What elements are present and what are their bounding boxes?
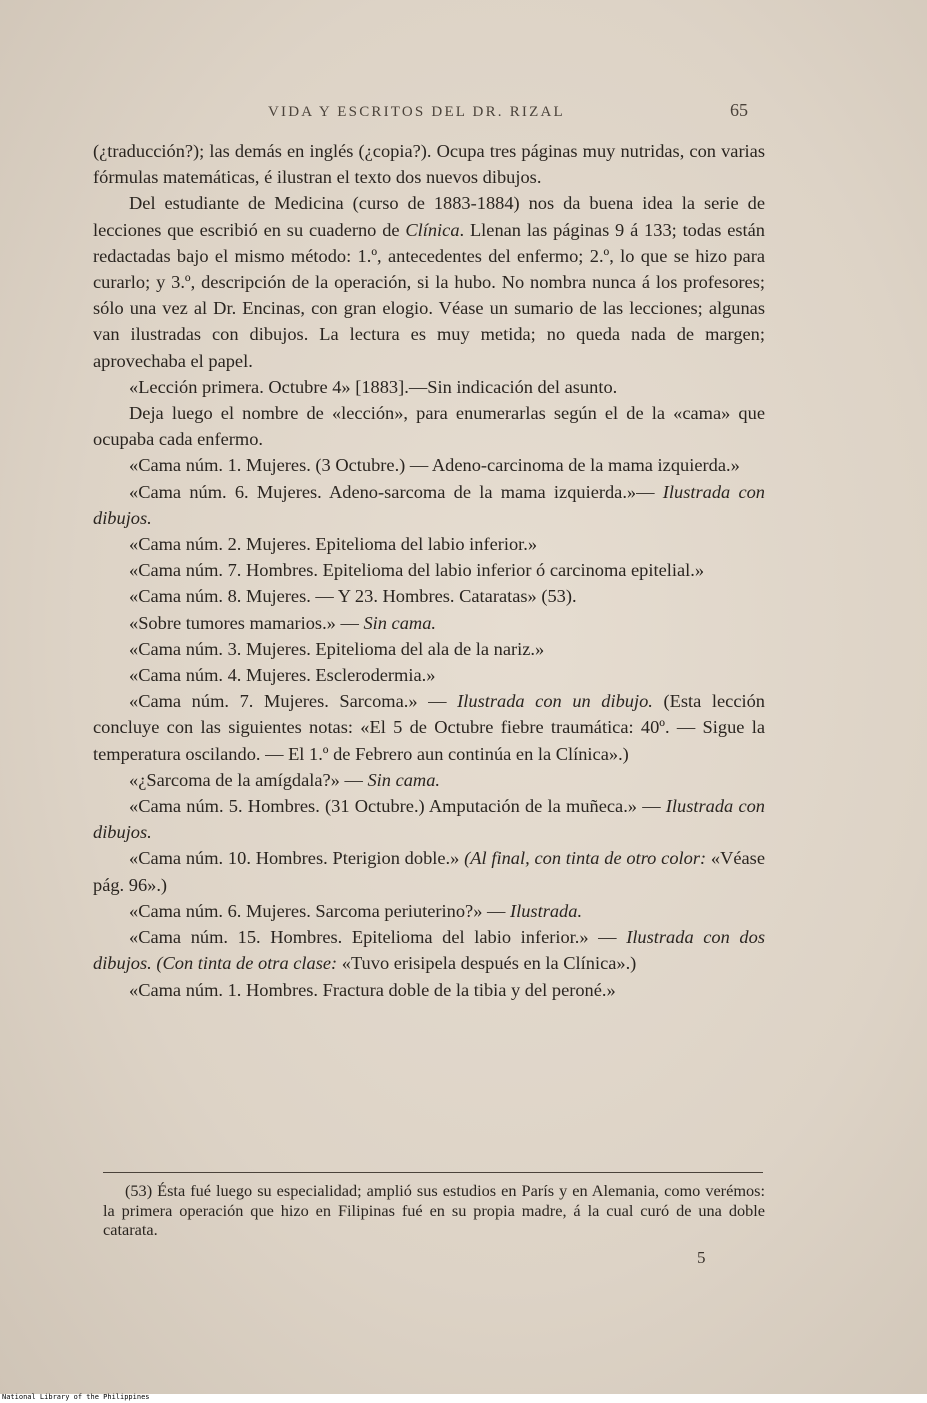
text-run: «Tuvo erisipela después en la Clínica».) [337, 953, 637, 974]
italic-text: (Al final, con tinta de otro color: [464, 848, 707, 869]
text-run: (¿traducción?); las demás en inglés (¿copia?). Ocupa tres páginas muy nutridas, con varias fórmulas matemáticas, é ilustran el texto dos nuevos dibujos. [93, 141, 765, 188]
paragraph [93, 557, 765, 583]
text-run: «Cama núm. 6. Mujeres. Sarcoma periuterino?» — [129, 900, 510, 921]
paragraph [93, 452, 765, 478]
paragraph [93, 531, 765, 557]
text-run: «Cama núm. 7. Hombres. Epitelioma del labio inferior ó carcinoma epitelial.» [129, 560, 705, 581]
paragraph [93, 688, 765, 767]
signature-mark: 5 [697, 1248, 706, 1267]
text-run: «Sobre tumores mamarios.» — [129, 612, 364, 633]
text-run: «Cama núm. 7. Mujeres. Sarcoma.» — [129, 691, 458, 712]
text-run: (Esta lección concluye con las siguientes notas: «El 5 de Octubre fiebre traumática: 40º. — Sigue la temperatura oscilando. — El 1.º de Febrero aun continúa en la Clínica».) [93, 691, 765, 764]
text-run: «¿Sarcoma de la amígdala?» — [129, 769, 368, 790]
text-run: «Cama núm. 5. Hombres. (31 Octubre.) Amputación de la muñeca.» — [129, 796, 666, 817]
paragraph [93, 767, 765, 793]
paragraph [93, 374, 765, 400]
text-run: «Cama núm. 6. Mujeres. Adeno-sarcoma de la mama izquierda.»— [129, 481, 663, 502]
text-run: «Cama núm. 10. Hombres. Pterigion doble.» [129, 848, 465, 869]
paragraph [93, 898, 765, 924]
italic-text: Ilustrada. [510, 900, 583, 921]
paragraph [93, 583, 765, 609]
paragraph [93, 400, 765, 452]
paragraph [93, 636, 765, 662]
library-credit-strip [0, 1394, 927, 1403]
italic-text: Ilustrada con dibujos. [93, 481, 765, 528]
text-run: Del estudiante de Medicina (curso de 1883-1884) nos da buena idea la serie de lecciones que escribió en su cuaderno de [93, 193, 765, 240]
italic-text: Sin cama. [367, 769, 440, 790]
italic-text: Ilustrada con dos dibujos. (Con tinta de otra clase: [93, 927, 765, 974]
paragraph [93, 138, 765, 190]
text-run: Deja luego el nombre de «lección», para enumerarlas según el de la «cama» que ocupaba cada enfermo. [93, 403, 765, 450]
text-run: «Cama núm. 2. Mujeres. Epitelioma del labio inferior.» [129, 534, 538, 555]
paragraph [93, 924, 765, 976]
italic-text: Ilustrada con dibujos. [93, 796, 765, 843]
paragraph [93, 793, 765, 845]
body-text [93, 138, 765, 1003]
paragraph [93, 977, 765, 1003]
page-number: 65 [730, 100, 748, 120]
italic-text: Ilustrada con un dibujo. [457, 691, 653, 712]
page-header [0, 100, 927, 130]
text-run: . Llenan las páginas 9 á 133; todas están redactadas bajo el mismo método: 1.º, antecedentes del enfermo; 2.º, lo que se hizo para curarlo; y 3.º, descripción de la operación, si la hubo. No nombra nunca á los profesores; sólo una vez al Dr. Encinas, con gran elogio. Véase un sumario de las lecciones; algunas van ilustradas con dibujos. La lectura es muy metida; no queda nada de margen; aprovechaba el papel. [93, 219, 765, 371]
text-run: «Cama núm. 3. Mujeres. Epitelioma del ala de la nariz.» [129, 638, 545, 659]
paragraph [93, 662, 765, 688]
italic-text: Clínica [405, 219, 460, 240]
text-run: «Cama núm. 1. Mujeres. (3 Octubre.) — Adeno-carcinoma de la mama izquierda.» [129, 455, 740, 476]
text-run: «Lección primera. Octubre 4» [1883].—Sin indicación del asunto. [129, 376, 618, 397]
paragraph [93, 479, 765, 531]
text-run: «Cama núm. 8. Mujeres. — Y 23. Hombres. Cataratas» (53). [129, 586, 577, 607]
italic-text: Sin cama. [363, 612, 436, 633]
footnote [103, 1181, 765, 1240]
paragraph [93, 610, 765, 636]
text-run: «Véase pág. 96».) [93, 848, 766, 895]
paragraph [93, 845, 765, 897]
library-credit: National Library of the Philippines [2, 1393, 150, 1401]
text-run: «Cama núm. 15. Hombres. Epitelioma del labio inferior.» — [129, 927, 627, 948]
running-title: VIDA Y ESCRITOS DEL DR. RIZAL [268, 104, 565, 120]
text-run: «Cama núm. 4. Mujeres. Esclerodermia.» [129, 665, 436, 686]
footnote-text: (53) Ésta fué luego su especialidad; amplió sus estudios en París y en Alemania, como verémos: la primera operación que hizo en Filipinas fué en su propia madre, á la cual curó de una doble catarata. [103, 1181, 765, 1239]
paragraph [93, 190, 765, 373]
text-run: «Cama núm. 1. Hombres. Fractura doble de la tibia y del peroné.» [129, 979, 616, 1000]
footnote-rule [103, 1172, 763, 1173]
